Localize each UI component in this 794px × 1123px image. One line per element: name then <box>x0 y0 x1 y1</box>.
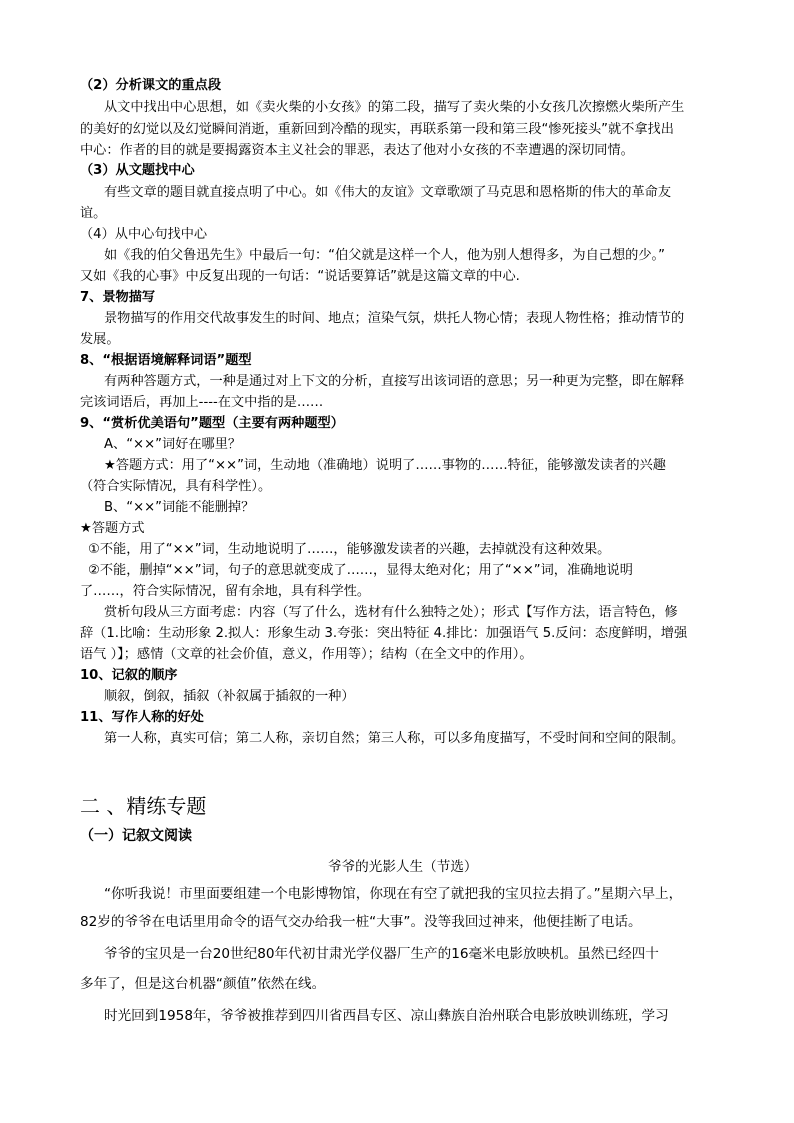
article-paragraph-line: 爷爷的宝贝是一台20世纪80年代初甘肃光学仪器厂生产的16毫米电影放映机。虽然已经四十 <box>104 946 659 962</box>
article-title: 爷爷的光影人生（节选） <box>328 859 478 875</box>
paragraph-line: 了……，符合实际情况，留有余地，具有科学性。 <box>80 584 371 599</box>
article-paragraph-line: “你听我说！市里面要组建一个电影博物馆，你现在有空了就把我的宝贝拉去捐了。”星期六早上， <box>104 886 683 902</box>
numbered-heading: 7、景物描写 <box>80 290 156 305</box>
section-heading: 二 、精练专题 <box>80 794 207 818</box>
numbered-heading: 10、记叙的顺序 <box>80 668 178 683</box>
subsection-heading: （2）分析课文的重点段 <box>80 78 222 93</box>
paragraph-line: A、“××”词好在哪里？ <box>104 437 242 452</box>
paragraph-line: 顺叙，倒叙，插叙（补叙属于插叙的一种） <box>104 689 355 704</box>
answer-method-heading: ★答题方式 <box>80 521 145 536</box>
numbered-heading: 11、写作人称的好处 <box>80 710 204 725</box>
paragraph-line: 谊。 <box>80 206 107 221</box>
subsection-heading: （4）从中心句找中心 <box>80 227 208 242</box>
article-paragraph-line: 多年了，但是这台机器“颜值”依然在线。 <box>80 976 326 992</box>
paragraph-line: 如《我的伯父鲁迅先生》中最后一句：“伯父就是这样一个人，他为别人想得多，为自己想的少。” <box>104 248 665 263</box>
paragraph-line: 赏析句段从三方面考虑：内容（写了什么，选材有什么独特之处）；形式【写作方法，语言特色，修 <box>104 605 678 620</box>
article-paragraph-line: 时光回到1958年，爷爷被推荐到四川省西昌专区、凉山彝族自治州联合电影放映训练班，学习 <box>104 1008 669 1024</box>
paragraph-line: 的美好的幻觉以及幻觉瞬间消逝，重新回到冷酷的现实，再联系第一段和第三段“惨死接头”就不拿找出 <box>80 122 674 137</box>
subsection-heading: （3）从文题找中心 <box>80 163 195 178</box>
paragraph-line: 有些文章的题目就直接点明了中心。如《伟大的友谊》文章歌颂了马克思和恩格斯的伟大的革命友 <box>104 185 672 200</box>
paragraph-line: （符合实际情况，具有科学性）。 <box>80 479 272 494</box>
paragraph-line: 又如《我的心事》中反复出现的一句话：“说话要算话”就是这篇文章的中心. <box>80 269 520 284</box>
paragraph-line: 语气 ）】；感情（文章的社会价值，意义，作用等）；结构（在全文中的作用）。 <box>80 647 533 662</box>
paragraph-line: 辞（1.比喻：生动形象 2.拟人：形象生动 3.夸张：突出特征 4.排比：加强语气 5.反问：态度鲜明，增强 <box>80 626 688 641</box>
paragraph-line: B、“××”词能不能删掉？ <box>104 500 255 515</box>
paragraph-line: 从文中找出中心思想，如《卖火柴的小女孩》的第二段，描写了卖火柴的小女孩几次擦燃火柴所产生 <box>104 100 685 115</box>
paragraph-line: 第一人称，真实可信；第二人称，亲切自然；第三人称，可以多角度描写，不受时间和空间的限制。 <box>104 731 685 746</box>
paragraph-line: 景物描写的作用交代故事发生的时间、地点；渲染气氛，烘托人物心情；表现人物性格；推动情节的 <box>104 311 685 326</box>
paragraph-line: ★答题方式：用了“××”词，生动地（准确地）说明了……事物的……特征，能够激发读者的兴趣 <box>104 458 666 473</box>
article-paragraph-line: 82岁的爷爷在电话里用命令的语气交办给我一桩“大事”。没等我回过神来，他便挂断了电话。 <box>80 914 642 930</box>
paragraph-line: ①不能，用了“××”词，生动地说明了……，能够激发读者的兴趣，去掉就没有这种效果。 <box>88 542 611 557</box>
paragraph-line: 发展。 <box>80 332 120 347</box>
paragraph-line: 有两种答题方式，一种是通过对上下文的分析，直接写出该词语的意思；另一种更为完整，即在解释 <box>104 374 685 389</box>
subsection-heading: （一）记叙文阅读 <box>80 828 192 844</box>
paragraph-line: ②不能，删掉“××”词，句子的意思就变成了……，显得太绝对化；用了“××”词，准确地说明 <box>88 563 633 578</box>
paragraph-line: 中心：作者的目的就是要揭露资本主义社会的罪恶，表达了他对小女孩的不幸遭遇的深切同情。 <box>80 143 634 158</box>
numbered-heading: 9、“赏析优美语句”题型（主要有两种题型） <box>80 416 344 431</box>
numbered-heading: 8、“根据语境解释词语”题型 <box>80 353 252 368</box>
paragraph-line: 完该词语后，再加上----在文中指的是…… <box>80 395 324 410</box>
